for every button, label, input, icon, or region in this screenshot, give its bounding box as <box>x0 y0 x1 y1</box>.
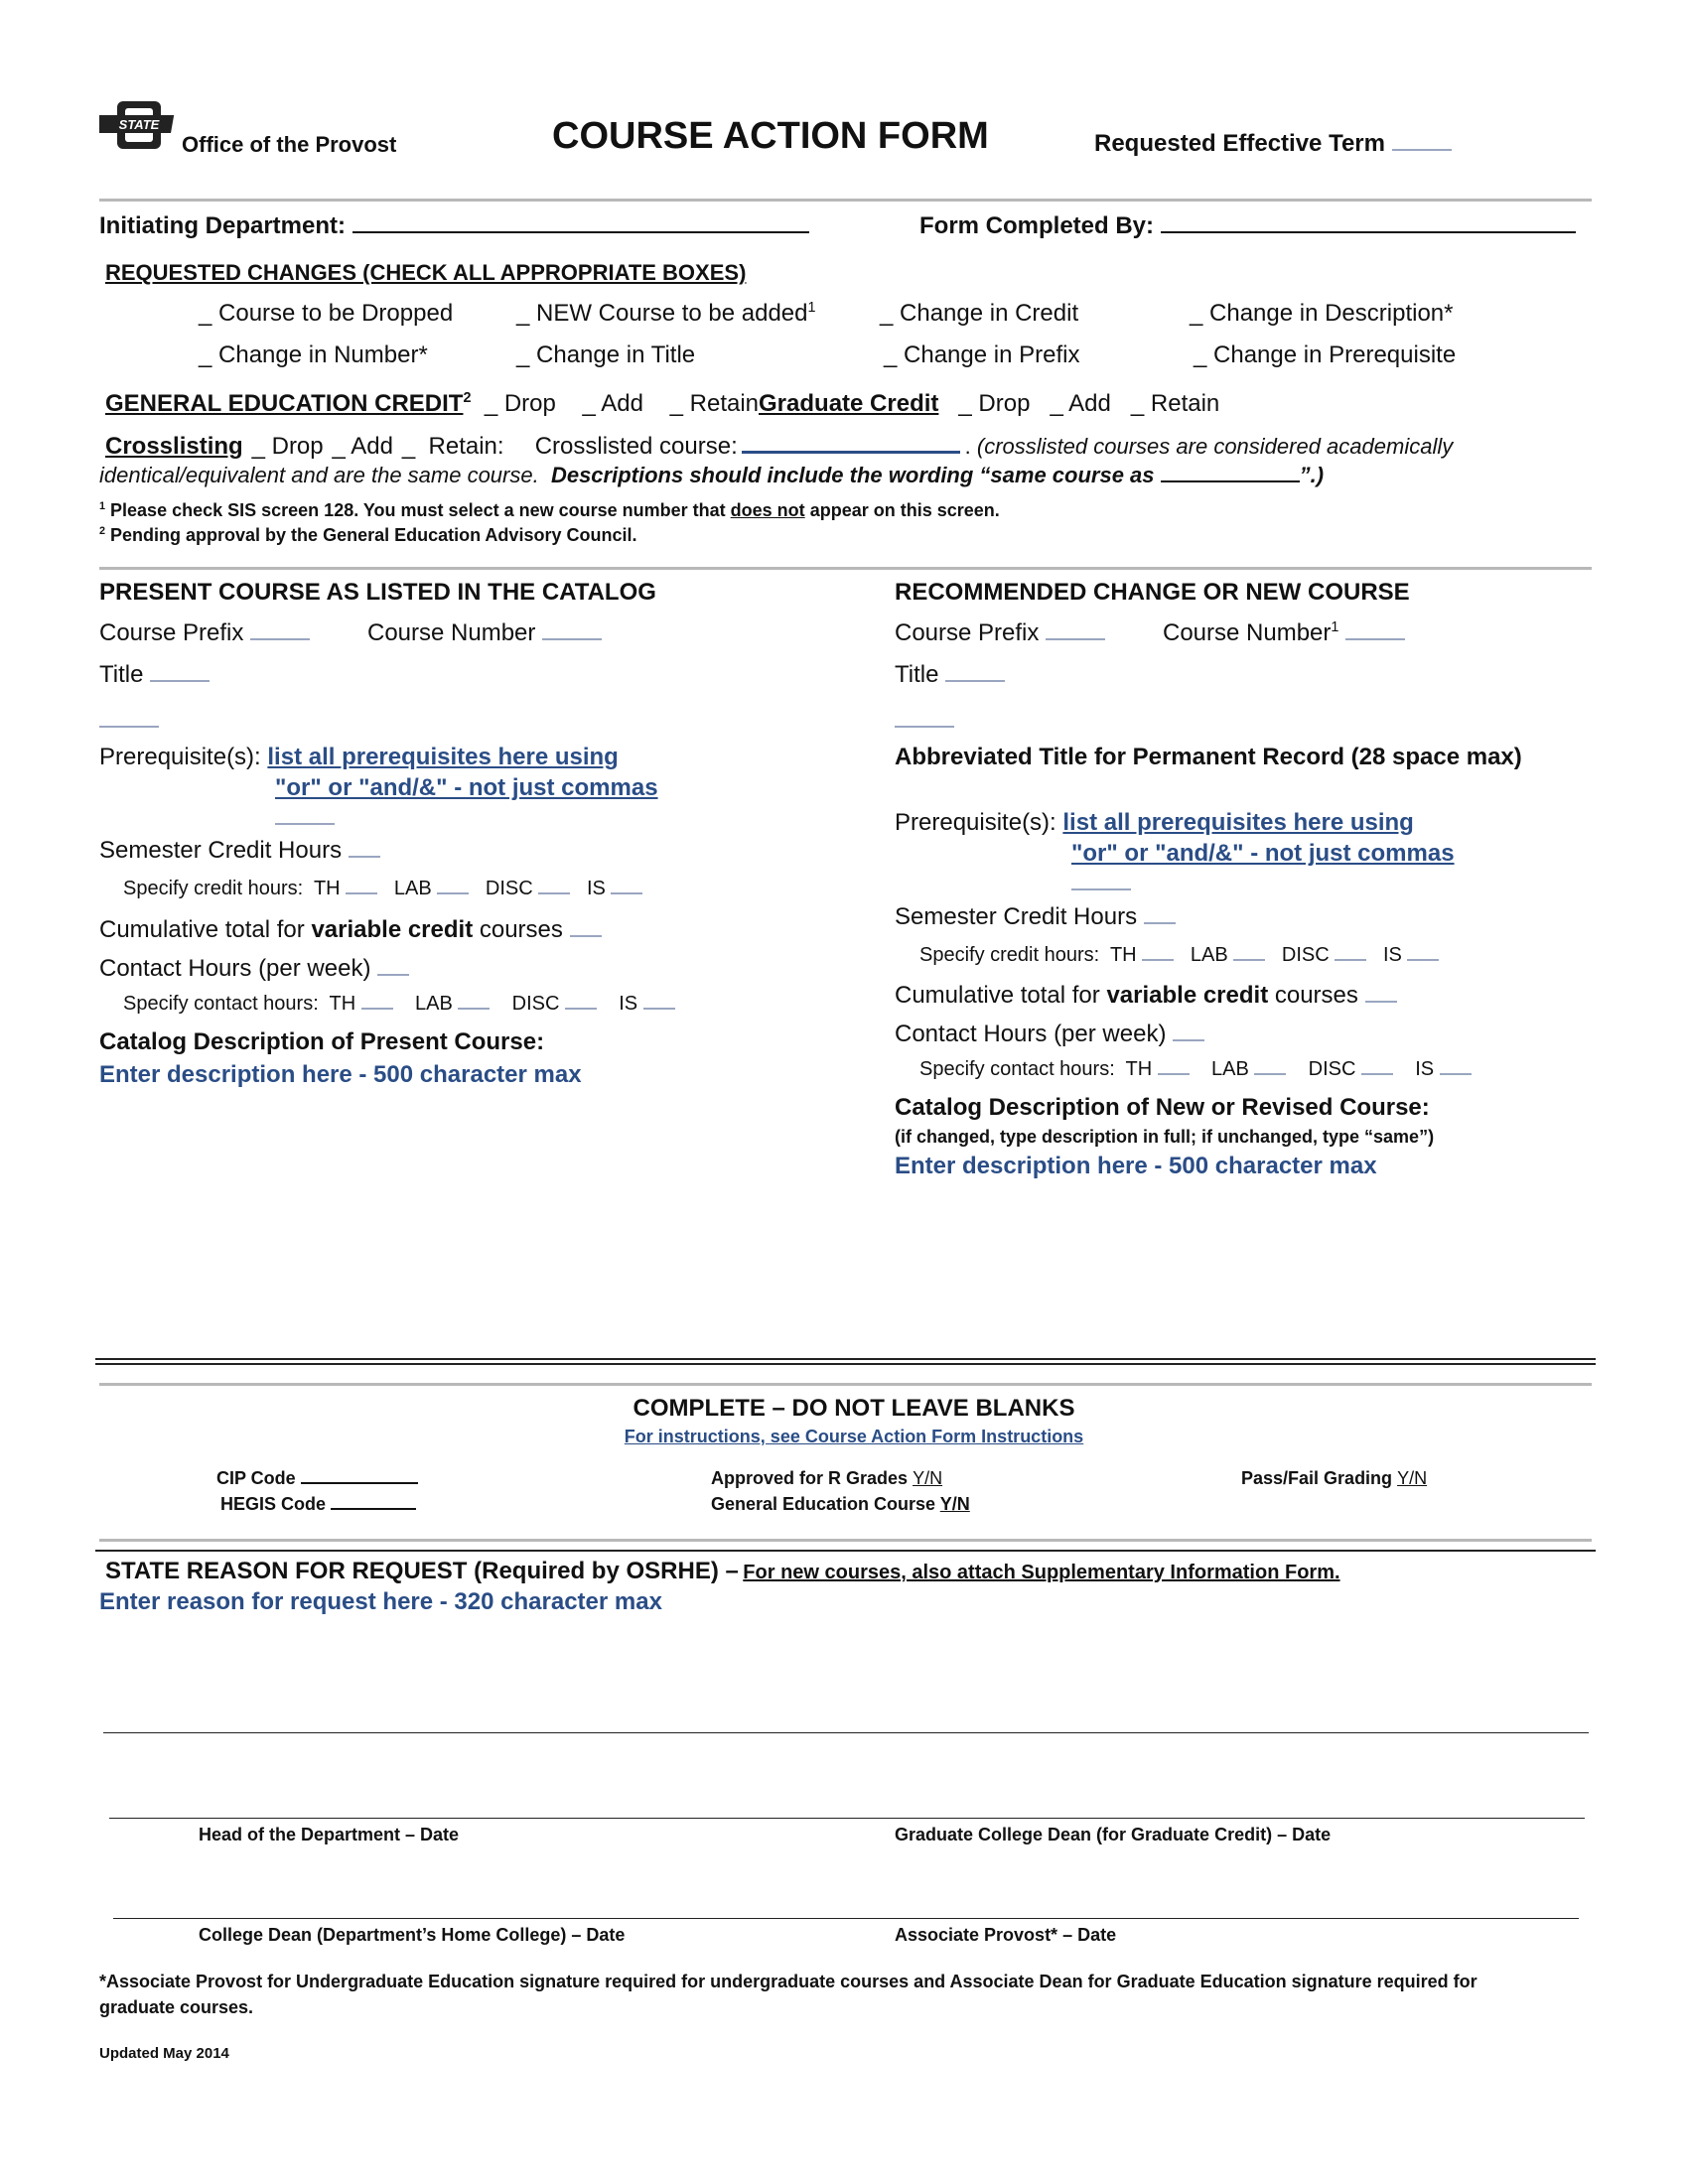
form-completed-by-label: Form Completed By: <box>919 212 1155 239</box>
gen-ed-row: GENERAL EDUCATION CREDIT$^2$ _ Drop _ Add _ RetainGraduate Credit _ Drop _ Add _ Retain <box>105 390 1220 417</box>
initiating-department-label: Initiating Department: <box>99 212 347 239</box>
crosslist-add[interactable]: Add <box>351 433 393 460</box>
office-label: Office of the Provost <box>182 132 397 157</box>
option-change-number[interactable]: _ Change in Number* <box>199 341 428 368</box>
present-title-field[interactable] <box>150 679 210 682</box>
rec-catalog-note: (if changed, type description in full; if unchanged, type “same”) <box>895 1127 1435 1147</box>
rec-catalog-label: Catalog Description of New or Revised Course: <box>895 1094 1430 1121</box>
present-prereq-blank[interactable] <box>275 804 335 832</box>
svg-text:STATE: STATE <box>118 117 160 132</box>
gen-ed-label: GENERAL EDUCATION CREDIT <box>105 390 464 417</box>
present-sch-field[interactable] <box>349 855 380 858</box>
option-change-prefix[interactable]: _ Change in Prefix <box>884 341 1080 368</box>
present-prereq: Prerequisite(s): list all prerequisites here using <box>99 744 619 770</box>
option-change-title[interactable]: _ Change in Title <box>516 341 696 368</box>
instructions-link[interactable]: For instructions, see Course Action Form Instructions <box>624 1427 1084 1446</box>
reason-field[interactable]: Enter reason for request here - 320 character max <box>99 1588 662 1615</box>
rec-abbrev-title-label: Abbreviated Title for Permanent Record (28 space max) <box>895 744 1522 770</box>
signature-line <box>113 1918 1579 1919</box>
rec-number: Course Number$^1$ <box>1163 619 1405 647</box>
effective-term-label <box>1094 130 1452 158</box>
cip-code-field[interactable] <box>301 1482 418 1484</box>
rec-specify-contact: Specify contact hours: TH LAB DISC IS <box>919 1058 1472 1081</box>
present-title-cont[interactable] <box>99 707 159 735</box>
present-prereq-field-line2[interactable]: "or" or "and/&" - not just commas <box>275 774 658 801</box>
divider <box>95 1363 1596 1365</box>
grad-retain[interactable]: Retain <box>1150 390 1220 417</box>
updated-date: Updated May 2014 <box>99 2045 229 2062</box>
cip-code: CIP Code <box>216 1468 418 1489</box>
gen-ed-retain[interactable]: Retain <box>689 390 760 417</box>
present-specify-contact: Specify contact hours: TH LAB DISC IS <box>123 993 675 1016</box>
rec-prefix-field[interactable] <box>1046 637 1105 640</box>
r-grades: Approved for R Grades Y/N <box>711 1468 943 1488</box>
rec-sch: Semester Credit Hours <box>895 903 1176 931</box>
rec-prereq-blank[interactable] <box>1071 870 1131 897</box>
hegis-code-field[interactable] <box>331 1508 416 1510</box>
present-title: Title <box>99 661 210 689</box>
grad-dean-signature[interactable]: Graduate College Dean (for Graduate Credit) – Date <box>895 1825 1332 1844</box>
present-sch: Semester Credit Hours <box>99 837 380 865</box>
rec-title: Title <box>895 661 1005 689</box>
gen-ed-course: General Education Course Y/N <box>711 1494 970 1514</box>
divider <box>99 199 1592 202</box>
form-completed-by-field[interactable] <box>1161 231 1576 233</box>
gen-ed-drop[interactable]: Drop <box>503 390 556 417</box>
crosslist-drop[interactable]: Drop <box>271 433 324 460</box>
crosslisted-course-label: Crosslisted course: <box>534 433 738 460</box>
option-change-description[interactable]: _ Change in Description* <box>1190 300 1454 327</box>
divider <box>99 1383 1592 1386</box>
rec-number-field[interactable] <box>1345 637 1405 640</box>
rec-description-field[interactable]: Enter description here - 500 character max <box>895 1153 1377 1179</box>
present-description-field[interactable]: Enter description here - 500 character max <box>99 1061 582 1088</box>
gen-ed-yn[interactable]: Y/N <box>939 1494 970 1514</box>
osu-logo <box>99 99 179 151</box>
present-prefix-field[interactable] <box>250 637 310 640</box>
complete-heading: COMPLETE – DO NOT LEAVE BLANKS <box>633 1395 1075 1422</box>
initiating-department-field[interactable] <box>352 231 809 233</box>
reason-heading: STATE REASON FOR REQUEST (Required by OSRHE) – For new courses, also attach Supplementary Information Form. <box>105 1558 1340 1584</box>
requested-changes-heading: REQUESTED CHANGES (CHECK ALL APPROPRIATE BOXES) <box>105 260 747 285</box>
option-change-credit[interactable]: _ Change in Credit <box>880 300 1079 327</box>
r-grades-yn[interactable]: Y/N <box>913 1468 943 1488</box>
footer-note: *Associate Provost for Undergraduate Education signature required for undergraduate courses and Associate Dean for Graduate Education signature required for <box>99 1972 1477 1991</box>
rec-prereq: Prerequisite(s): list all prerequisites here using <box>895 809 1414 836</box>
recommended-heading: RECOMMENDED CHANGE OR NEW COURSE <box>895 579 1410 606</box>
form-title: COURSE ACTION FORM <box>552 115 989 157</box>
crosslist-note: (crosslisted courses are considered academically <box>976 434 1454 459</box>
present-catalog-label: Catalog Description of Present Course: <box>99 1028 545 1055</box>
rec-specify-credit: Specify credit hours: TH LAB DISC IS <box>919 944 1439 967</box>
crosslisting-label: Crosslisting <box>105 433 243 460</box>
form-completed-by <box>919 212 1576 240</box>
gen-ed-add[interactable]: Add <box>601 390 643 417</box>
rec-title-field[interactable] <box>945 679 1005 682</box>
present-prereq-field[interactable]: list all prerequisites here using <box>267 744 619 770</box>
present-prefix: Course Prefix <box>99 619 310 647</box>
rec-prefix: Course Prefix <box>895 619 1105 647</box>
present-number: Course Number <box>367 619 602 647</box>
crosslist-retain[interactable]: Retain: <box>428 433 504 460</box>
signature-line <box>103 1732 1589 1733</box>
grad-drop[interactable]: Drop <box>978 390 1031 417</box>
head-department-signature[interactable]: Head of the Department – Date <box>199 1825 460 1844</box>
option-course-dropped[interactable]: _ Course to be Dropped <box>199 300 454 327</box>
effective-term-field[interactable] <box>1392 148 1452 151</box>
divider <box>95 1358 1596 1360</box>
crosslisting-row: Crosslisting _ Drop _ Add _ Retain: Crosslisted course: . (crosslisted courses are considered academically <box>105 433 1454 460</box>
rec-title-cont[interactable] <box>895 707 954 735</box>
hegis-code: HEGIS Code <box>220 1494 416 1515</box>
crosslist-note-line2: identical/equivalent and are the same course. Descriptions should include the wording “same course as ”.) <box>99 463 1325 487</box>
grad-credit-label: Graduate Credit <box>759 390 939 417</box>
footnote-1: $^1$ Please check SIS screen 128. You must select a new course number that does not appear on this screen. <box>99 500 1000 520</box>
present-heading: PRESENT COURSE AS LISTED IN THE CATALOG <box>99 579 656 606</box>
college-dean-signature[interactable]: College Dean (Department’s Home College) – Date <box>199 1925 626 1945</box>
rec-cumulative: Cumulative total for variable credit courses <box>895 982 1397 1010</box>
footer-note-line2: graduate courses. <box>99 1997 254 2017</box>
present-contact: Contact Hours (per week) <box>99 955 409 983</box>
option-change-prerequisite[interactable]: _ Change in Prerequisite <box>1194 341 1457 368</box>
present-number-field[interactable] <box>542 637 602 640</box>
signature-line <box>109 1818 1585 1819</box>
divider <box>99 567 1592 570</box>
option-new-course[interactable]: _ NEW Course to be added$^1$ <box>516 300 816 327</box>
rec-contact: Contact Hours (per week) <box>895 1021 1204 1048</box>
assoc-provost-signature[interactable]: Associate Provost* – Date <box>895 1925 1117 1945</box>
grad-add[interactable]: Add <box>1068 390 1111 417</box>
effective-term-text: Requested Effective Term <box>1094 130 1385 157</box>
divider <box>95 1550 1596 1552</box>
rec-prereq-field-line2[interactable]: "or" or "and/&" - not just commas <box>1071 840 1455 867</box>
rec-prereq-field[interactable]: list all prerequisites here using <box>1062 809 1414 836</box>
initiating-department <box>99 212 809 240</box>
pass-fail: Pass/Fail Grading Y/N <box>1241 1468 1428 1488</box>
footnote-2: $^2$ Pending approval by the General Education Advisory Council. <box>99 525 637 545</box>
present-specify-credit: Specify credit hours: TH LAB DISC IS <box>123 878 642 900</box>
crosslisted-course-field[interactable] <box>742 451 960 454</box>
pass-fail-yn[interactable]: Y/N <box>1397 1468 1428 1488</box>
present-cumulative: Cumulative total for variable credit courses <box>99 916 602 944</box>
gen-ed-sup: 2 <box>463 390 472 406</box>
divider <box>99 1539 1592 1542</box>
